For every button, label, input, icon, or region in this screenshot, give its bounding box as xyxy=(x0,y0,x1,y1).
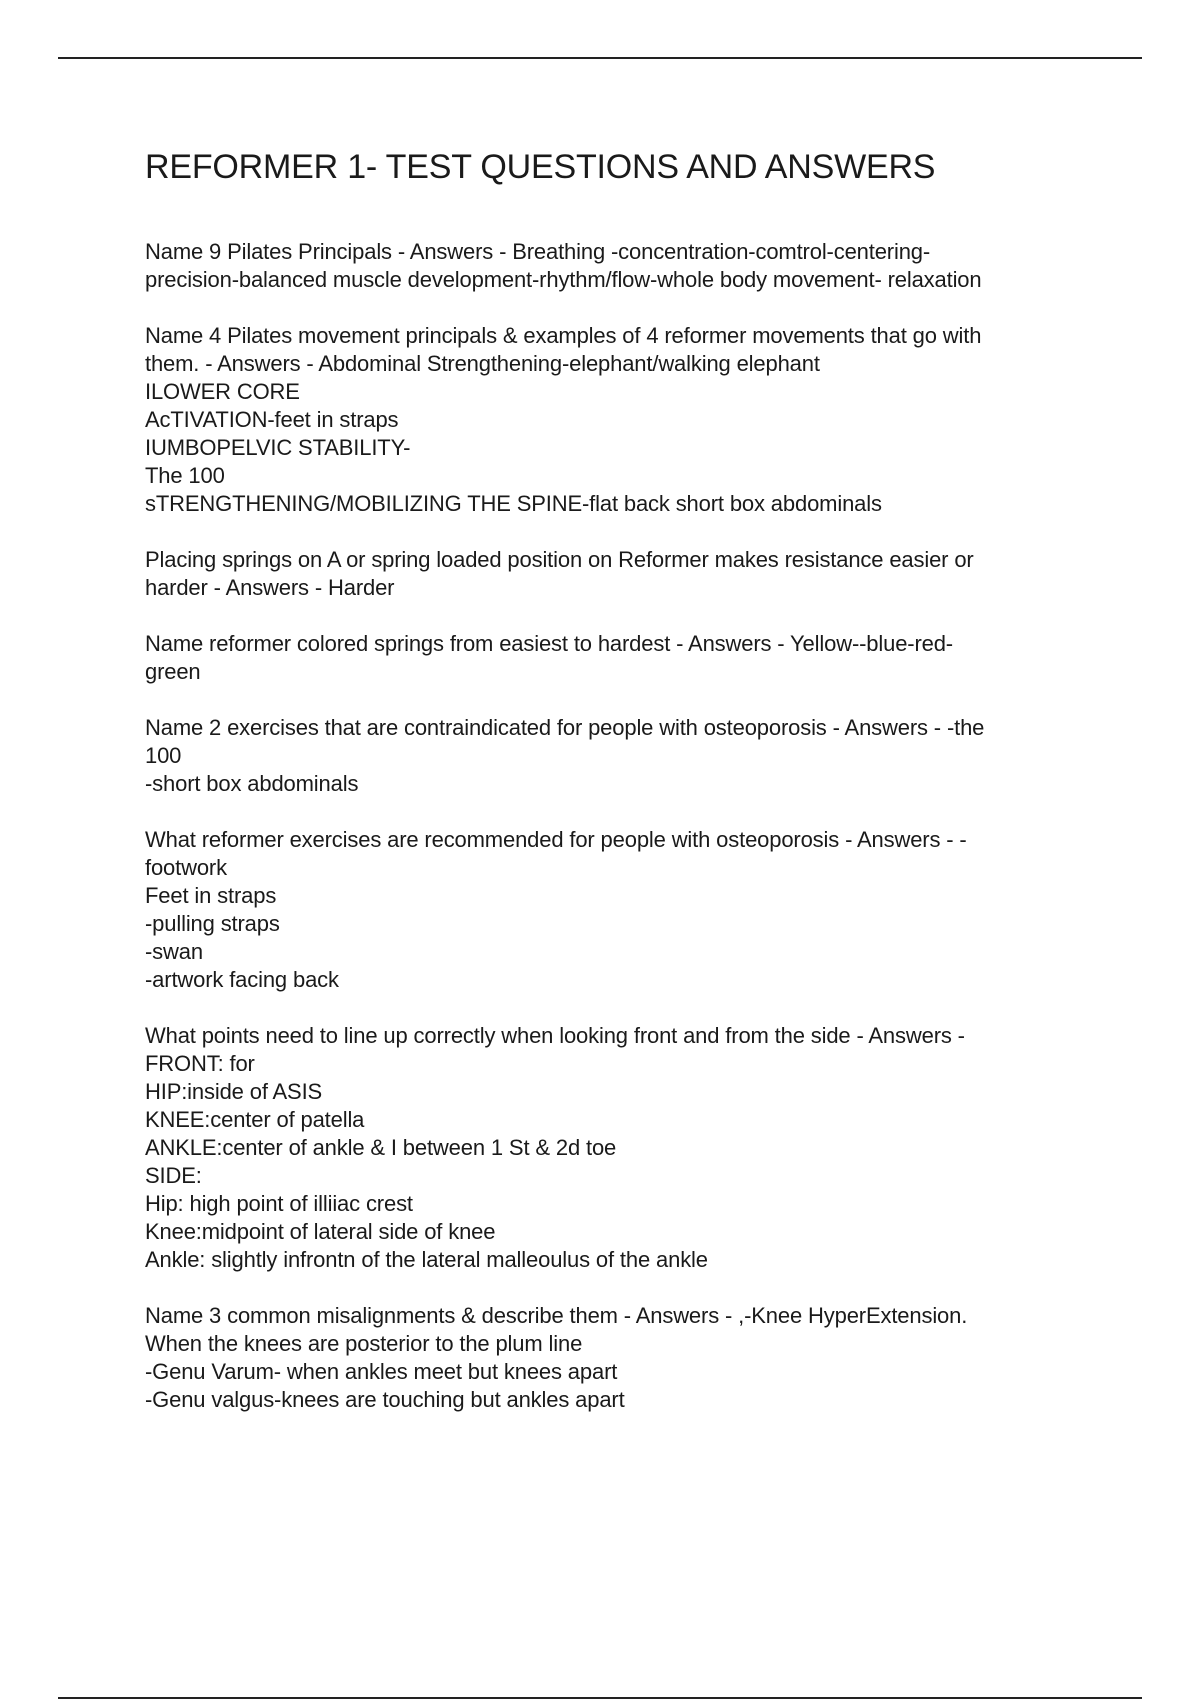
qa-item xyxy=(145,1302,1095,1414)
qa-text-line: HIP:inside of ASIS xyxy=(145,1079,323,1104)
qa-item xyxy=(145,630,1095,686)
top-rule xyxy=(58,57,1142,59)
qa-text-line: them. - Answers - Abdominal Strengthening-elephant/walking elephant xyxy=(145,351,820,376)
qa-text-line: harder - Answers - Harder xyxy=(145,575,395,600)
qa-text-line: green xyxy=(145,659,201,684)
qa-text-line: 100 xyxy=(145,743,182,768)
qa-item xyxy=(145,826,1095,994)
qa-text-line: Placing springs on A or spring loaded position on Reformer makes resistance easier or xyxy=(145,547,974,572)
qa-text-line: Hip: high point of illiiac crest xyxy=(145,1191,413,1216)
qa-text-line: Name 3 common misalignments & describe them - Answers - ,-Knee HyperExtension. xyxy=(145,1303,968,1328)
bottom-rule xyxy=(58,1697,1142,1699)
qa-item xyxy=(145,322,1095,518)
qa-item xyxy=(145,1022,1095,1274)
qa-list xyxy=(145,238,1095,1414)
qa-text-line: footwork xyxy=(145,855,227,880)
qa-text-line: Feet in straps xyxy=(145,883,277,908)
qa-text-line: Name 4 Pilates movement principals & examples of 4 reformer movements that go with xyxy=(145,323,982,348)
qa-text-line: AcTIVATION-feet in straps xyxy=(145,407,399,432)
qa-text-line: -short box abdominals xyxy=(145,771,359,796)
qa-text-line: -Genu Varum- when ankles meet but knees apart xyxy=(145,1359,618,1384)
qa-text-line: Knee:midpoint of lateral side of knee xyxy=(145,1219,496,1244)
page-title: REFORMER 1- TEST QUESTIONS AND ANSWERS xyxy=(145,148,936,186)
qa-text-line: FRONT: for xyxy=(145,1051,255,1076)
qa-text-line: ANKLE:center of ankle & I between 1 St & 2d toe xyxy=(145,1135,617,1160)
document-body xyxy=(145,142,1095,1442)
qa-text-line: IUMBOPELVIC STABILITY- xyxy=(145,435,411,460)
qa-text-line: sTRENGTHENING/MOBILIZING THE SPINE-flat back short box abdominals xyxy=(145,491,882,516)
qa-text-line: -pulling straps xyxy=(145,911,280,936)
qa-text-line: Ankle: slightly infrontn of the lateral malleoulus of the ankle xyxy=(145,1247,708,1272)
qa-text-line: When the knees are posterior to the plum line xyxy=(145,1331,583,1356)
qa-text-line: Name 9 Pilates Principals - Answers - Breathing -concentration-comtrol-centering- xyxy=(145,239,931,264)
qa-text-line: Name reformer colored springs from easiest to hardest - Answers - Yellow--blue-red- xyxy=(145,631,953,656)
qa-text-line: ILOWER CORE xyxy=(145,379,300,404)
qa-item xyxy=(145,714,1095,798)
qa-text-line: -Genu valgus-knees are touching but ankles apart xyxy=(145,1387,625,1412)
qa-text-line: KNEE:center of patella xyxy=(145,1107,365,1132)
qa-text-line: The 100 xyxy=(145,463,225,488)
qa-item xyxy=(145,546,1095,602)
qa-text-line: -swan xyxy=(145,939,203,964)
qa-text-line: -artwork facing back xyxy=(145,967,339,992)
qa-text-line: What reformer exercises are recommended for people with osteoporosis - Answers - - xyxy=(145,827,967,852)
qa-text-line: SIDE: xyxy=(145,1163,202,1188)
qa-item xyxy=(145,238,1095,294)
qa-text-line: Name 2 exercises that are contraindicated for people with osteoporosis - Answers - -the xyxy=(145,715,985,740)
qa-text-line: precision-balanced muscle development-rhythm/flow-whole body movement- relaxation xyxy=(145,267,982,292)
qa-text-line: What points need to line up correctly when looking front and from the side - Answers - xyxy=(145,1023,965,1048)
